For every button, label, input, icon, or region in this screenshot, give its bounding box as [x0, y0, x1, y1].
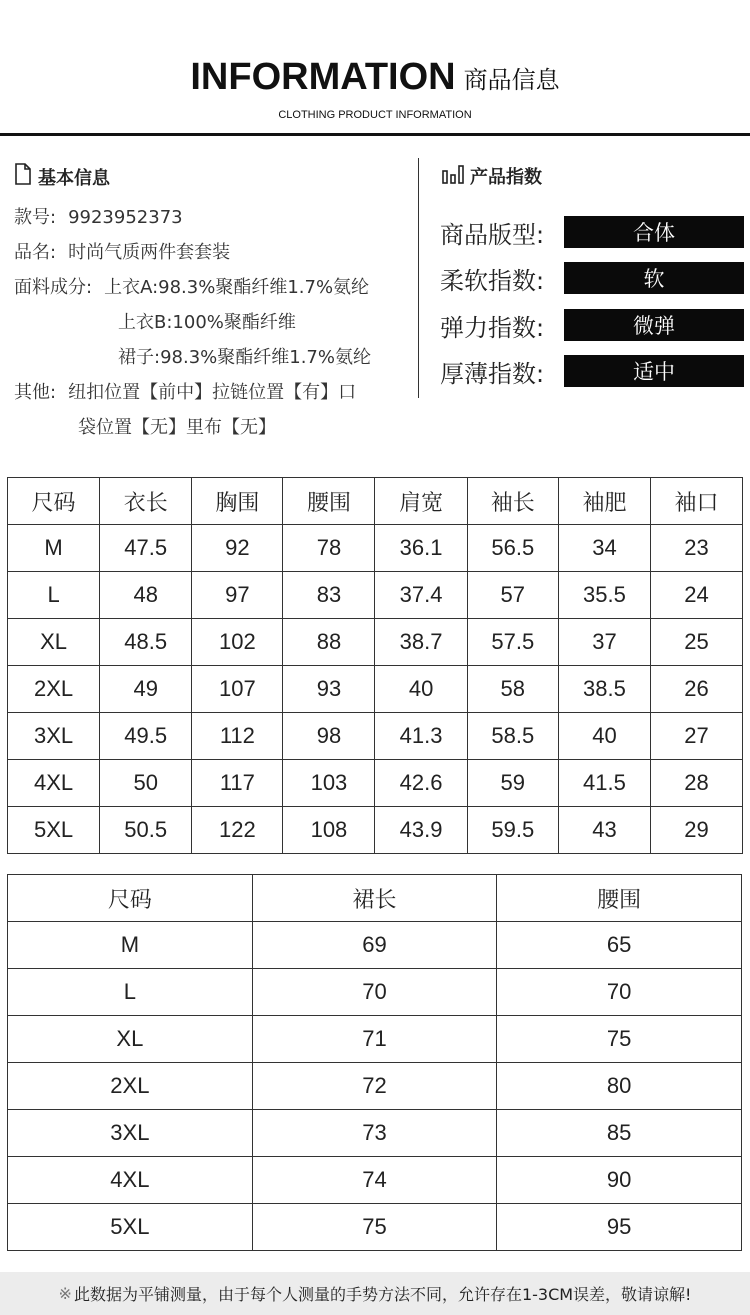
fabric-label: 面料成分:	[14, 277, 93, 298]
index-row-softness	[440, 262, 744, 294]
style-number-label: 款号:	[14, 207, 57, 228]
table-row	[8, 807, 743, 854]
table-cell: 25	[651, 619, 743, 666]
index-label-softness: 柔软指数:	[440, 266, 545, 295]
table-cell: 70	[497, 969, 742, 1016]
basic-info-title: 基本信息	[38, 167, 110, 189]
index-value-fit: 合体	[564, 216, 744, 248]
table-cell: 93	[283, 666, 375, 713]
index-value-thickness: 适中	[564, 355, 744, 387]
product-name-label: 品名:	[14, 242, 57, 263]
table-header-row	[8, 478, 743, 525]
table-cell: 3XL	[8, 713, 100, 760]
index-value-softness: 软	[564, 262, 744, 294]
table-cell: 37	[558, 619, 650, 666]
table-cell: 24	[651, 572, 743, 619]
table-cell: 3XL	[8, 1110, 253, 1157]
table-cell: 26	[651, 666, 743, 713]
table-cell: L	[8, 572, 100, 619]
table-cell: 83	[283, 572, 375, 619]
table-row	[8, 1110, 742, 1157]
table-cell: 80	[497, 1063, 742, 1110]
table-cell: 49	[100, 666, 192, 713]
table-cell: 73	[252, 1110, 497, 1157]
table-cell: 4XL	[8, 1157, 253, 1204]
table-cell: 42.6	[375, 760, 467, 807]
table-cell: 2XL	[8, 1063, 253, 1110]
table-header-cell: 裙长	[252, 875, 497, 922]
product-name-line	[14, 238, 230, 264]
table-cell: 27	[651, 713, 743, 760]
table-row	[8, 666, 743, 713]
fabric-value-3: 裙子:98.3%聚酯纤维1.7%氨纶	[118, 347, 371, 368]
table-row	[8, 525, 743, 572]
table-cell: 40	[375, 666, 467, 713]
table-row	[8, 713, 743, 760]
index-row-thickness	[440, 355, 744, 387]
table-cell: 28	[651, 760, 743, 807]
product-index-title: 产品指数	[470, 167, 542, 188]
table-cell: 71	[252, 1016, 497, 1063]
table-cell: 23	[651, 525, 743, 572]
index-row-elasticity	[440, 309, 744, 341]
table-cell: 122	[192, 807, 283, 854]
index-row-fit	[440, 216, 744, 248]
document-icon	[14, 163, 32, 190]
table-cell: 57	[467, 572, 558, 619]
title-english: INFORMATION	[190, 56, 456, 98]
table-row	[8, 1204, 742, 1251]
other-value-2: 袋位置【无】里布【无】	[78, 417, 276, 438]
table-cell: 38.5	[558, 666, 650, 713]
fabric-value-1: 上衣A:98.3%聚酯纤维1.7%氨纶	[104, 277, 370, 298]
table-cell: 75	[497, 1016, 742, 1063]
table-cell: 35.5	[558, 572, 650, 619]
table-cell: 102	[192, 619, 283, 666]
table-cell: 58	[467, 666, 558, 713]
title-chinese: 商品信息	[463, 66, 560, 94]
table-cell: 74	[252, 1157, 497, 1204]
table-cell: 38.7	[375, 619, 467, 666]
table-cell: 36.1	[375, 525, 467, 572]
section-divider	[418, 158, 419, 398]
table-header-cell: 袖口	[651, 478, 743, 525]
other-label: 其他:	[14, 382, 57, 403]
table-cell: 2XL	[8, 666, 100, 713]
table-cell: XL	[8, 619, 100, 666]
table-cell: XL	[8, 1016, 253, 1063]
table-cell: M	[8, 525, 100, 572]
table-cell: 40	[558, 713, 650, 760]
table-cell: 48	[100, 572, 192, 619]
table-cell: 90	[497, 1157, 742, 1204]
table-header-row	[8, 875, 742, 922]
table-cell: 98	[283, 713, 375, 760]
table-header-cell: 袖长	[467, 478, 558, 525]
table-cell: 92	[192, 525, 283, 572]
measurement-footnote	[0, 1272, 750, 1315]
product-index-heading	[442, 163, 542, 189]
table-cell: 37.4	[375, 572, 467, 619]
table-cell: 43	[558, 807, 650, 854]
table-row	[8, 1063, 742, 1110]
table-cell: 59.5	[467, 807, 558, 854]
table-cell: 4XL	[8, 760, 100, 807]
fabric-value-2: 上衣B:100%聚酯纤维	[118, 312, 296, 333]
table-cell: 57.5	[467, 619, 558, 666]
table-cell: 47.5	[100, 525, 192, 572]
table-cell: 58.5	[467, 713, 558, 760]
table-cell: M	[8, 922, 253, 969]
table-header-cell: 衣长	[100, 478, 192, 525]
table-cell: 50.5	[100, 807, 192, 854]
table-cell: 43.9	[375, 807, 467, 854]
table-header-cell: 胸围	[192, 478, 283, 525]
table-cell: 112	[192, 713, 283, 760]
table-row	[8, 572, 743, 619]
table-cell: 103	[283, 760, 375, 807]
table-cell: 5XL	[8, 1204, 253, 1251]
bar-chart-icon	[442, 164, 464, 189]
table-header-cell: 肩宽	[375, 478, 467, 525]
table-cell: 5XL	[8, 807, 100, 854]
page-header	[0, 0, 750, 134]
table-row	[8, 619, 743, 666]
table-cell: 117	[192, 760, 283, 807]
table-cell: 29	[651, 807, 743, 854]
style-number-value: 9923952373	[68, 207, 183, 228]
subtitle: CLOTHING PRODUCT INFORMATION	[278, 109, 472, 121]
table-row	[8, 969, 742, 1016]
table-header-cell: 腰围	[283, 478, 375, 525]
table-cell: L	[8, 969, 253, 1016]
product-name-value: 时尚气质两件套套装	[68, 242, 231, 263]
table-row	[8, 1157, 742, 1204]
table-cell: 78	[283, 525, 375, 572]
table-cell: 41.3	[375, 713, 467, 760]
skirt-size-table	[7, 874, 742, 1251]
table-cell: 59	[467, 760, 558, 807]
index-label-elasticity: 弹力指数:	[440, 313, 545, 342]
table-cell: 72	[252, 1063, 497, 1110]
title-row	[0, 56, 750, 99]
table-cell: 75	[252, 1204, 497, 1251]
table-cell: 107	[192, 666, 283, 713]
table-cell: 108	[283, 807, 375, 854]
style-number-line	[14, 203, 183, 229]
table-row	[8, 1016, 742, 1063]
index-value-elasticity: 微弹	[564, 309, 744, 341]
other-line	[14, 378, 356, 404]
footnote-symbol: ※	[58, 1284, 72, 1303]
table-row	[8, 760, 743, 807]
table-cell: 70	[252, 969, 497, 1016]
other-value-1: 纽扣位置【前中】拉链位置【有】口	[68, 382, 357, 403]
table-header-cell: 尺码	[8, 478, 100, 525]
table-header-cell: 腰围	[497, 875, 742, 922]
table-header-cell: 袖肥	[558, 478, 650, 525]
table-cell: 95	[497, 1204, 742, 1251]
table-cell: 65	[497, 922, 742, 969]
index-label-fit: 商品版型:	[440, 220, 545, 249]
table-cell: 49.5	[100, 713, 192, 760]
table-header-cell: 尺码	[8, 875, 253, 922]
footnote-text: 此数据为平铺测量，由于每个人测量的手势方法不同，允许存在1-3CM误差，敬请谅解!	[73, 1285, 692, 1304]
table-cell: 88	[283, 619, 375, 666]
header-divider	[0, 133, 750, 136]
table-cell: 69	[252, 922, 497, 969]
basic-info-heading	[14, 163, 110, 190]
fabric-line	[14, 273, 369, 299]
table-row	[8, 922, 742, 969]
table-cell: 41.5	[558, 760, 650, 807]
table-cell: 85	[497, 1110, 742, 1157]
table-cell: 34	[558, 525, 650, 572]
index-label-thickness: 厚薄指数:	[440, 359, 545, 388]
table-cell: 56.5	[467, 525, 558, 572]
table-cell: 97	[192, 572, 283, 619]
table-cell: 50	[100, 760, 192, 807]
table-cell: 48.5	[100, 619, 192, 666]
top-size-table	[7, 477, 743, 854]
